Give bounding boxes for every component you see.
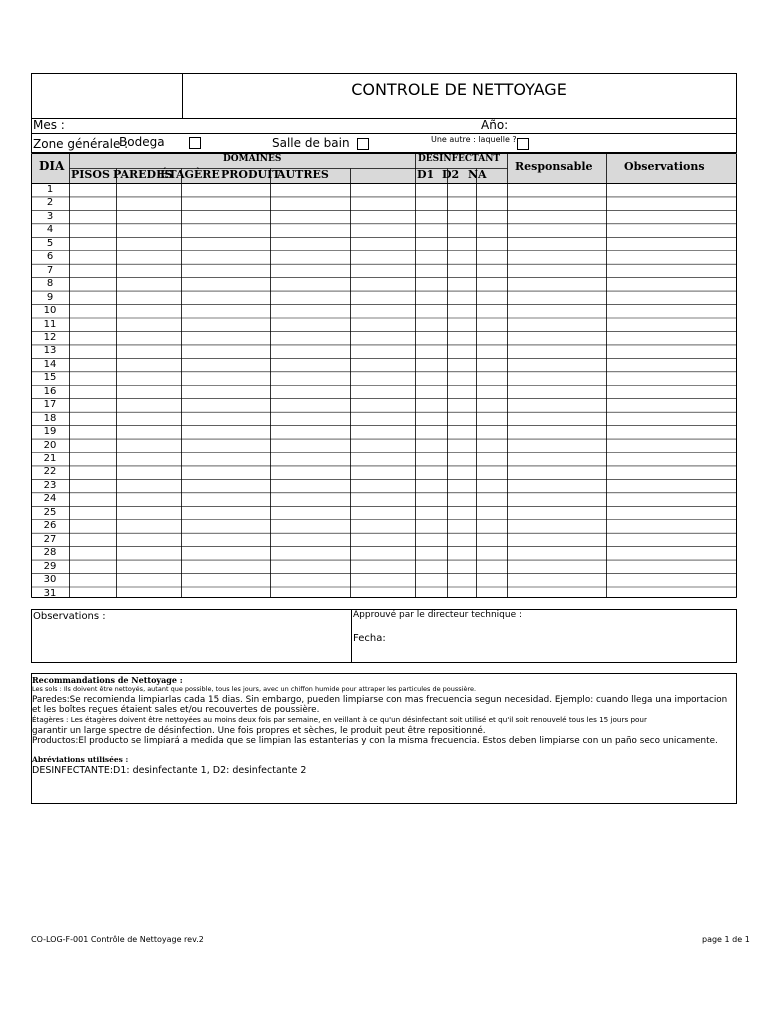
rec-sols: Les sols : Ils doivent être nettoyés, autant que possible, tous les jours, avec un chiffon humide pour attraper les particules de poussière. xyxy=(32,685,477,693)
footer-doc-code: CO-LOG-F-001 Contrôle de Nettoyage rev.2 xyxy=(31,935,204,944)
observations-label: Observations : xyxy=(33,611,106,622)
fecha-label: Fecha: xyxy=(353,633,386,644)
zone-row xyxy=(31,133,737,153)
day-number: 19 xyxy=(43,426,57,438)
day-number: 6 xyxy=(46,251,54,263)
produit-header: PRODUIT xyxy=(221,168,281,181)
day-number: 10 xyxy=(43,305,57,317)
na-header: NA xyxy=(468,168,487,181)
observations-box xyxy=(31,609,737,663)
day-number: 14 xyxy=(43,358,57,370)
footer-page-number: page 1 de 1 xyxy=(702,935,750,944)
autres-header: AUTRES xyxy=(277,168,329,181)
day-number: 28 xyxy=(43,547,57,559)
bodega-checkbox[interactable] xyxy=(189,137,201,149)
salle-label: Salle de bain xyxy=(272,136,350,150)
day-number: 23 xyxy=(43,479,57,491)
rec-paredes-2: et les boîtes reçues étaient sales et/ou recouvertes de poussière. xyxy=(32,705,320,715)
day-number: 9 xyxy=(46,291,54,303)
day-number: 22 xyxy=(43,466,57,478)
recommendations-box xyxy=(31,673,737,804)
day-number: 15 xyxy=(43,372,57,384)
paredes-header: PAREDES xyxy=(113,168,173,181)
d1-header: D1 xyxy=(417,168,435,181)
day-number: 13 xyxy=(43,345,57,357)
day-number: 18 xyxy=(43,412,57,424)
autre-label: Une autre : laquelle ? xyxy=(431,135,517,144)
day-number: 5 xyxy=(46,237,54,249)
domaines-header: DOMAINES xyxy=(223,154,282,164)
etagere-header: ÉTAGÈRE xyxy=(160,168,220,181)
d2-header: D2 xyxy=(442,168,460,181)
salle-checkbox[interactable] xyxy=(357,138,369,150)
bodega-label: Bodega xyxy=(119,135,165,149)
day-number: 26 xyxy=(43,520,57,532)
rec-productos: Productos:El producto se limpiará a medida que se limpian las estanterias y con la misma frecuencia. Estos deben limpiarse con un paño seco unicamente. xyxy=(32,736,718,746)
rec-etageres-2: garantir un large spectre de désinfection. Une fois propres et sèches, le produit peut être repositionné. xyxy=(32,726,486,736)
cleaning-table xyxy=(31,153,737,598)
day-number: 29 xyxy=(43,560,57,572)
day-number: 21 xyxy=(43,453,57,464)
rec-paredes-1: Paredes:Se recomienda limpiarlas cada 15 dias. Sin embargo, pueden limpiarse con mas frecuencia segun necesidad. Ejemplo: cuando llega una importacion xyxy=(32,695,728,705)
day-number: 8 xyxy=(46,278,54,290)
day-number: 1 xyxy=(46,184,54,195)
recommendations-title: Recommandations de Nettoyage : xyxy=(32,675,183,685)
zone-label: Zone générale : xyxy=(33,137,129,151)
approved-label: Approuvé par le directeur technique : xyxy=(353,610,523,620)
abbreviations-title: Abréviations utilisées : xyxy=(32,755,129,764)
logo-cell xyxy=(32,74,183,118)
day-number: 30 xyxy=(43,574,57,586)
month-year-row xyxy=(31,117,737,134)
day-number: 16 xyxy=(43,385,57,397)
day-number: 24 xyxy=(43,493,57,505)
autre-checkbox[interactable] xyxy=(517,138,529,150)
document-header xyxy=(31,73,737,119)
pisos-header: PISOS xyxy=(71,168,110,181)
dia-header: DIA xyxy=(39,159,65,173)
page-title: CONTROLE DE NETTOYAGE xyxy=(351,80,567,99)
day-number: 25 xyxy=(43,506,57,518)
day-number: 20 xyxy=(43,439,57,451)
responsable-header: Responsable xyxy=(515,160,593,173)
day-number: 3 xyxy=(46,210,54,222)
ano-label: Año: xyxy=(481,118,509,132)
day-number: 31 xyxy=(43,587,57,599)
day-number: 27 xyxy=(43,533,57,545)
mes-label: Mes : xyxy=(33,118,65,132)
day-number: 12 xyxy=(43,331,57,343)
desinfectant-header: DÉSINFECTANT xyxy=(418,154,501,164)
observations-header: Observations xyxy=(624,160,705,173)
day-number: 11 xyxy=(43,318,57,330)
day-number: 17 xyxy=(43,399,57,411)
day-number: 7 xyxy=(46,264,54,276)
abbreviations-text: DESINFECTANTE:D1: desinfectante 1, D2: desinfectante 2 xyxy=(32,765,307,776)
day-number: 2 xyxy=(46,197,54,209)
table-grid-lines xyxy=(31,153,737,598)
rec-etageres-1: Étagères : Les étagères doivent être nettoyées au moins deux fois par semaine, en veillant à ce qu'un désinfectant soit utilisé et qu'il soit renouvelé tous les 15 jours pour xyxy=(32,715,647,724)
day-number: 4 xyxy=(46,224,54,236)
